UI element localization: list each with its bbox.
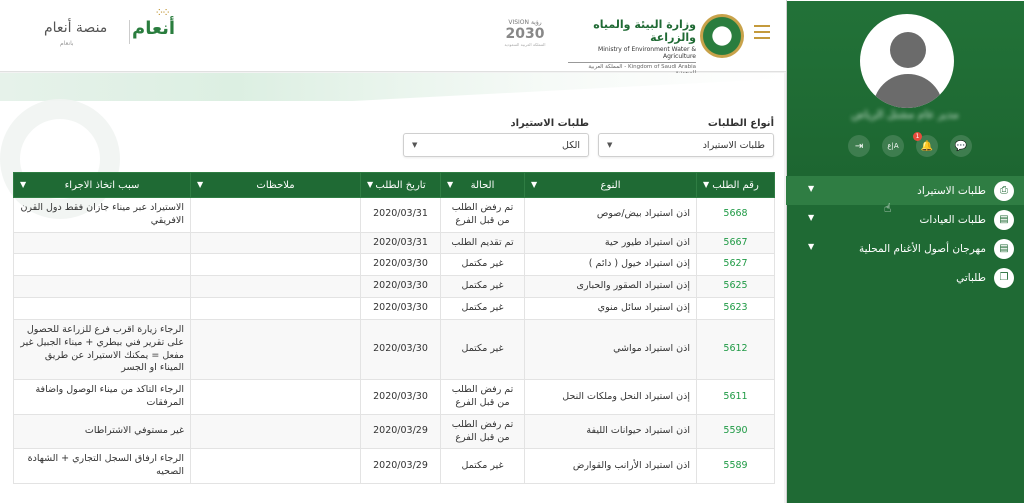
cell-type: إذن استيراد النحل وملكات النحل — [525, 380, 697, 415]
table-row[interactable] — [14, 198, 775, 233]
cell-reason: الاستيراد عبر ميناء جازان فقط دول القرن الافريقي — [14, 198, 191, 233]
user-head-icon — [890, 32, 926, 68]
sidebar-item-sheep-festival[interactable]: ▤ مهرجان أصول الأغنام المحلية ▼ — [786, 234, 1024, 263]
sidebar-item-clinic-requests[interactable]: ▤ طلبات العيادات ▼ ☝ — [786, 205, 1024, 234]
requests-table — [13, 172, 775, 484]
cell-reason: الرجاء ارفاق السجل التجاري + الشهادة الصحيه — [14, 449, 191, 484]
sidebar — [786, 0, 1024, 503]
table-row[interactable] — [14, 414, 775, 449]
profile-actions — [848, 135, 972, 157]
banner-band — [0, 73, 784, 101]
column-header-status[interactable]: الحالة ▼ — [441, 173, 525, 198]
cell-notes — [191, 254, 361, 276]
cell-request-id[interactable]: 5668 — [697, 198, 775, 233]
document-icon: ▤ — [994, 239, 1014, 259]
cell-date: 2020/03/29 — [361, 449, 441, 484]
logout-icon[interactable]: ⇥ — [848, 135, 870, 157]
cell-reason — [14, 298, 191, 320]
avatar[interactable] — [860, 14, 954, 108]
cell-date: 2020/03/31 — [361, 198, 441, 233]
cell-type: اذن استيراد طيور حية — [525, 232, 697, 254]
cell-reason: الرجاء زيارة اقرب فرع للزراعة للحصول على تقرير فني بيطري + ميناء الجبيل غير مفعل = يمكنك الاستيراد عن طريق الميناء او الجسر — [14, 319, 191, 379]
filter-icon[interactable]: ▼ — [531, 180, 538, 189]
user-body-icon — [873, 74, 943, 108]
table-row[interactable] — [14, 276, 775, 298]
cell-notes — [191, 414, 361, 449]
cell-reason — [14, 276, 191, 298]
cell-reason — [14, 232, 191, 254]
cell-type: إذن استيراد خيول ( دائم ) — [525, 254, 697, 276]
column-header-date[interactable]: تاريخ الطلب ▼ — [361, 173, 441, 198]
cell-reason: الرجاء التاكد من ميناء الوصول واضافة المرفقات — [14, 380, 191, 415]
chat-icon[interactable]: 💬 — [950, 135, 972, 157]
chevron-down-icon: ▼ — [412, 141, 418, 149]
logo-divider — [129, 20, 130, 44]
cell-status: غير مكتمل — [441, 276, 525, 298]
ministry-emblem-icon — [700, 14, 744, 58]
cell-type: اذن استيراد الأرانب والقوارض — [525, 449, 697, 484]
notification-badge: 1 — [913, 132, 922, 141]
chevron-down-icon: ▼ — [808, 184, 815, 193]
hamburger-menu-icon[interactable] — [754, 25, 770, 43]
cell-date: 2020/03/30 — [361, 298, 441, 320]
filter-icon[interactable]: ▼ — [447, 180, 454, 189]
cell-notes — [191, 198, 361, 233]
filter-icon[interactable]: ▼ — [20, 180, 27, 189]
cell-type: اذن استيراد حيوانات الليفة — [525, 414, 697, 449]
document-icon: ▤ — [994, 210, 1014, 230]
import-requests-select[interactable]: الكل ▼ — [403, 133, 589, 157]
sidebar-menu — [786, 176, 1024, 292]
chevron-down-icon: ▼ — [607, 141, 613, 149]
chevron-down-icon: ▼ — [808, 242, 815, 251]
cell-notes — [191, 380, 361, 415]
request-types-filter: أنواع الطلبات طلبات الاستيراد ▼ — [598, 118, 774, 157]
chevron-down-icon: ▼ — [808, 213, 815, 222]
cell-status: غير مكتمل — [441, 254, 525, 276]
language-icon[interactable]: A|ع — [882, 135, 904, 157]
cell-date: 2020/03/30 — [361, 276, 441, 298]
cell-request-id[interactable]: 5627 — [697, 254, 775, 276]
cell-status: غير مكتمل — [441, 319, 525, 379]
table-row[interactable] — [14, 232, 775, 254]
cell-status: تم رفض الطلب من قبل الفرع — [441, 380, 525, 415]
column-header-reason[interactable]: سبب اتخاذ الاجراء ▼ — [14, 173, 191, 198]
cell-type: إذن استيراد سائل منوي — [525, 298, 697, 320]
cell-request-id[interactable]: 5623 — [697, 298, 775, 320]
column-header-id[interactable]: رقم الطلب ▼ — [697, 173, 775, 198]
mouse-cursor-icon: ☝ — [884, 201, 892, 215]
main-content — [0, 73, 784, 503]
filter-icon[interactable]: ▼ — [703, 180, 710, 189]
table-row[interactable] — [14, 449, 775, 484]
cell-request-id[interactable]: 5611 — [697, 380, 775, 415]
cell-reason: غير مستوفي الاشتراطات — [14, 414, 191, 449]
cell-notes — [191, 319, 361, 379]
cell-date: 2020/03/29 — [361, 414, 441, 449]
cell-date: 2020/03/30 — [361, 319, 441, 379]
cell-date: 2020/03/30 — [361, 254, 441, 276]
cell-type: اذن استيراد مواشي — [525, 319, 697, 379]
filter-icon[interactable]: ▼ — [367, 180, 374, 189]
cell-notes — [191, 232, 361, 254]
user-name: مدير عام مشتل الرياض — [851, 108, 959, 121]
sidebar-item-import-requests[interactable]: ⎙ طلبات الاستيراد ▼ — [786, 176, 1024, 205]
request-types-select[interactable]: طلبات الاستيراد ▼ — [598, 133, 774, 157]
cell-request-id[interactable]: 5667 — [697, 232, 775, 254]
cell-request-id[interactable]: 5612 — [697, 319, 775, 379]
cell-date: 2020/03/30 — [361, 380, 441, 415]
top-header: وزارة البيئة والمياه والزراعة Ministry of Environment Water & Agriculture Kingdom of Saudi Arabia - المملكة العربية VISION رؤية 2030 المملكة العربية السعودية ⁘⁘ أنعام منصة أنعام بانعام — [0, 0, 786, 72]
column-header-type[interactable]: النوع ▼ — [525, 173, 697, 198]
cell-notes — [191, 449, 361, 484]
sidebar-item-my-requests[interactable]: ❐ طلباتي — [786, 263, 1024, 292]
cell-status: غير مكتمل — [441, 298, 525, 320]
copy-icon: ❐ — [994, 268, 1014, 288]
cell-reason — [14, 254, 191, 276]
table-header-row — [14, 173, 775, 198]
ministry-logo: وزارة البيئة والمياه والزراعة Ministry of Environment Water & Agriculture Kingdom of Saudi Arabia - المملكة العربية — [568, 18, 696, 76]
filter-icon[interactable]: ▼ — [197, 180, 204, 189]
cell-request-id[interactable]: 5590 — [697, 414, 775, 449]
cell-request-id[interactable]: 5625 — [697, 276, 775, 298]
cell-request-id[interactable]: 5589 — [697, 449, 775, 484]
vision-2030-logo: VISION رؤية 2030 المملكة العربية السعودية — [504, 19, 546, 47]
cell-status: تم رفض الطلب من قبل الفرع — [441, 198, 525, 233]
cell-status: تم تقديم الطلب — [441, 232, 525, 254]
table-row[interactable] — [14, 380, 775, 415]
table-row[interactable] — [14, 254, 775, 276]
table-row[interactable] — [14, 319, 775, 379]
document-add-icon: ⎙ — [994, 181, 1014, 201]
cell-type: إذن استيراد الصقور والحبارى — [525, 276, 697, 298]
import-requests-filter: طلبات الاستيراد الكل ▼ — [403, 118, 589, 157]
cell-notes — [191, 298, 361, 320]
anaam-mark-icon: ⁘⁘ أنعام — [132, 8, 176, 39]
cell-type: اذن استيراد بيض/صوص — [525, 198, 697, 233]
table-row[interactable] — [14, 298, 775, 320]
cell-status: غير مكتمل — [441, 449, 525, 484]
cell-date: 2020/03/31 — [361, 232, 441, 254]
column-header-notes[interactable]: ملاحظات ▼ — [191, 173, 361, 198]
cell-notes — [191, 276, 361, 298]
cell-status: تم رفض الطلب من قبل الفرع — [441, 414, 525, 449]
bell-icon[interactable]: 🔔 1 — [916, 135, 938, 157]
